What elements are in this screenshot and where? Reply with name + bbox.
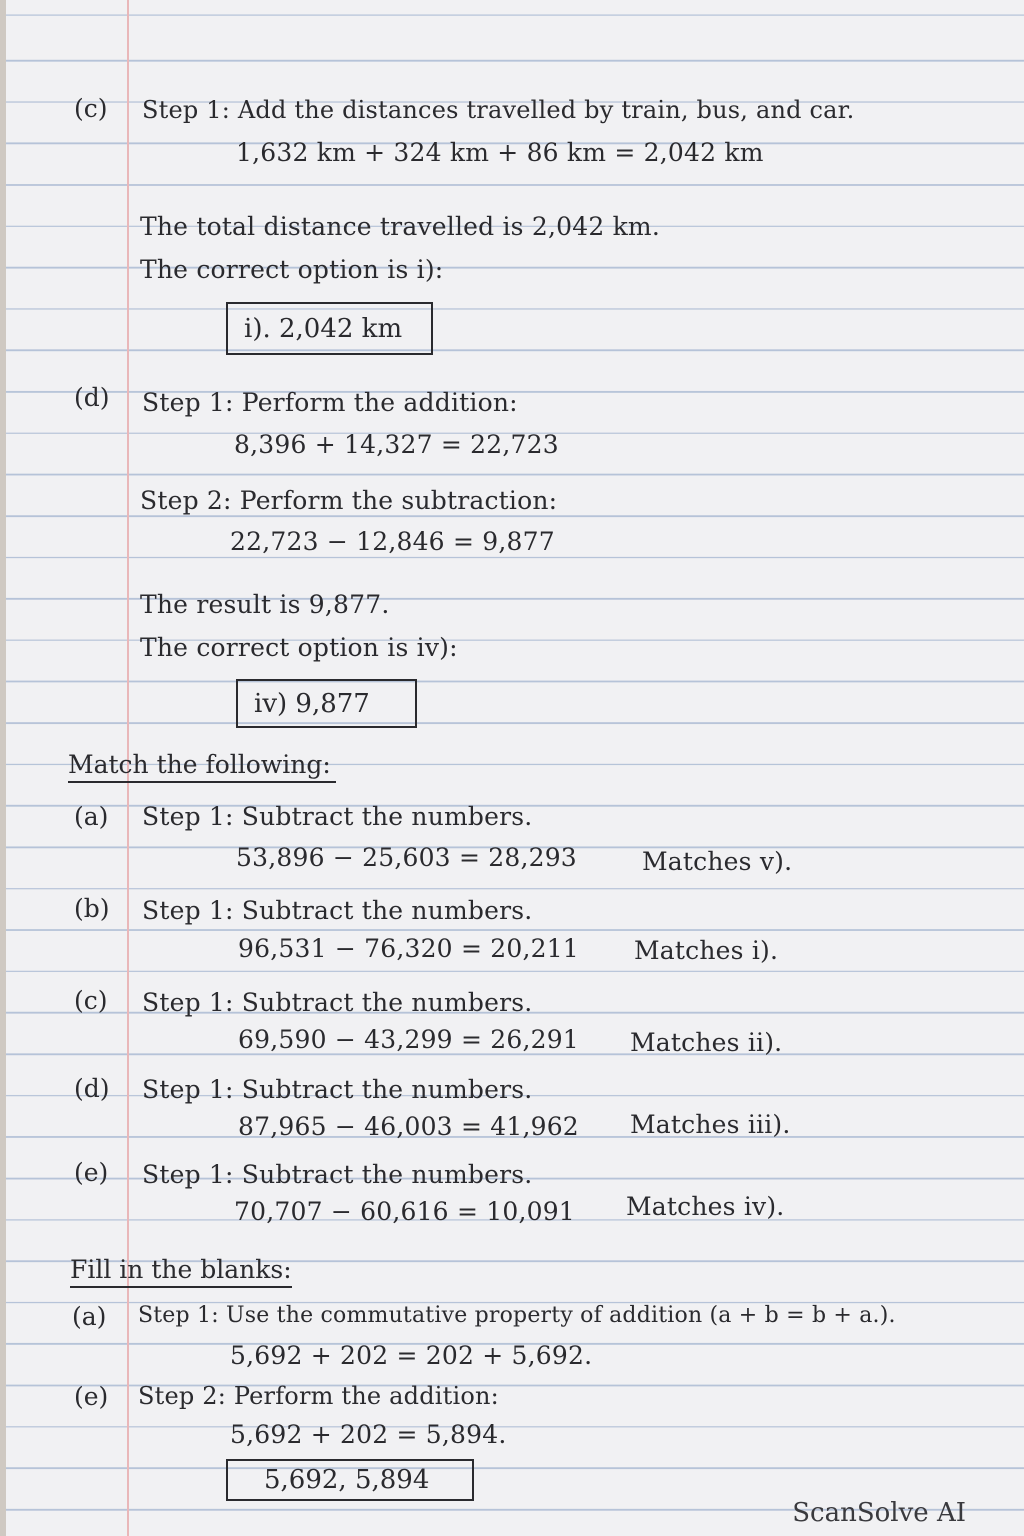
match-a-step: Step 1: Subtract the numbers. — [142, 802, 533, 831]
match-c-step: Step 1: Subtract the numbers. — [142, 988, 533, 1017]
section-c-label: (c) — [74, 94, 108, 123]
match-a-equation: 53,896 − 25,603 = 28,293 — [236, 843, 577, 872]
section-c-step1: Step 1: Add the distances travelled by train, bus, and car. — [142, 96, 855, 124]
section-c-option: The correct option is i): — [140, 255, 444, 284]
fill-a-label: (a) — [72, 1302, 107, 1331]
match-b-result: Matches i). — [634, 936, 779, 965]
match-a-result: Matches v). — [642, 847, 793, 876]
section-d-step1: Step 1: Perform the addition: — [142, 388, 518, 417]
section-d-option: The correct option is iv): — [140, 633, 458, 662]
paper-edge — [0, 0, 6, 1536]
section-d-answer-box: iv) 9,877 — [236, 679, 417, 728]
match-c-label: (c) — [74, 986, 108, 1015]
section-c-result: The total distance travelled is 2,042 km. — [140, 212, 660, 241]
match-e-label: (e) — [74, 1158, 109, 1187]
fill-a-equation: 5,692 + 202 = 202 + 5,692. — [230, 1341, 593, 1370]
match-b-equation: 96,531 − 76,320 = 20,211 — [238, 934, 579, 963]
match-d-label: (d) — [74, 1074, 110, 1103]
match-e-result: Matches iv). — [626, 1192, 785, 1221]
fill-e-equation: 5,692 + 202 = 5,894. — [230, 1420, 507, 1449]
fill-answer-box: 5,692, 5,894 — [226, 1459, 474, 1501]
scansolve-watermark: ScanSolve AI — [792, 1498, 966, 1528]
match-b-step: Step 1: Subtract the numbers. — [142, 896, 533, 925]
section-d-equation-1: 8,396 + 14,327 = 22,723 — [234, 430, 559, 459]
match-heading: Match the following: — [68, 752, 336, 783]
section-d-step2: Step 2: Perform the subtraction: — [140, 486, 558, 515]
match-d-equation: 87,965 − 46,003 = 41,962 — [238, 1112, 579, 1141]
section-d-equation-2: 22,723 − 12,846 = 9,877 — [230, 527, 555, 556]
match-c-equation: 69,590 − 43,299 = 26,291 — [238, 1025, 579, 1054]
section-c-answer-box: i). 2,042 km — [226, 302, 433, 355]
match-a-label: (a) — [74, 802, 109, 831]
fill-a-step: Step 1: Use the commutative property of addition (a + b = b + a.). — [138, 1303, 896, 1328]
fill-e-step: Step 2: Perform the addition: — [138, 1382, 499, 1410]
match-e-equation: 70,707 − 60,616 = 10,091 — [234, 1197, 575, 1226]
section-c-equation: 1,632 km + 324 km + 86 km = 2,042 km — [236, 138, 764, 167]
match-c-result: Matches ii). — [630, 1028, 783, 1057]
section-d-result: The result is 9,877. — [140, 590, 390, 619]
match-e-step: Step 1: Subtract the numbers. — [142, 1160, 533, 1189]
match-d-step: Step 1: Subtract the numbers. — [142, 1075, 533, 1104]
fill-heading: Fill in the blanks: — [70, 1257, 292, 1288]
match-b-label: (b) — [74, 894, 110, 923]
match-d-result: Matches iii). — [630, 1110, 791, 1139]
fill-e-label: (e) — [74, 1382, 109, 1411]
section-d-label: (d) — [74, 383, 110, 412]
